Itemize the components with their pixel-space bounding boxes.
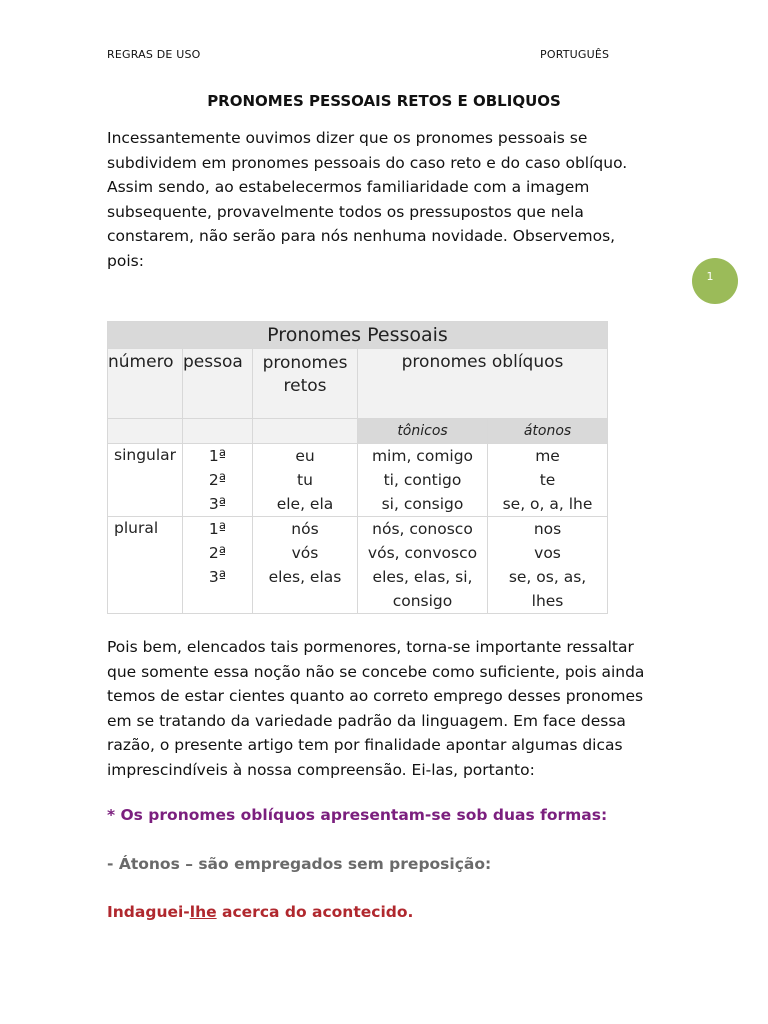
row-plural-label: plural bbox=[108, 517, 183, 614]
page-number-badge bbox=[692, 258, 738, 304]
empty-cell bbox=[183, 419, 253, 444]
header-right: PORTUGUÊS bbox=[540, 48, 610, 61]
col-numero: número bbox=[108, 349, 183, 419]
header-left: REGRAS DE USO bbox=[107, 48, 201, 61]
atonos-line: - Átonos – são empregados sem preposição: bbox=[107, 855, 492, 873]
page-title: PRONOMES PESSOAIS RETOS E OBLIQUOS bbox=[207, 92, 561, 110]
row-singular-tonicos: mim, comigo ti, contigo si, consigo bbox=[358, 444, 488, 517]
empty-cell bbox=[253, 419, 358, 444]
empty-cell bbox=[108, 419, 183, 444]
row-singular-retos: eu tu ele, ela bbox=[253, 444, 358, 517]
sub-atonos: átonos bbox=[488, 419, 608, 444]
table-title: Pronomes Pessoais bbox=[108, 322, 608, 349]
pronouns-table bbox=[107, 321, 608, 614]
row-plural-retos: nós vós eles, elas bbox=[253, 517, 358, 614]
col-retos: pronomes retos bbox=[253, 349, 358, 419]
intro-paragraph: Incessantemente ouvimos dizer que os pronomes pessoais se subdividem em pronomes pessoais do caso reto e do caso oblíquo. Assim sendo, ao estabelecermos familiaridade com a imagem subsequente, provavelmente todos os pressupostos que nela constarem, não serão para nós nenhuma novidade. Observemos, pois: bbox=[107, 129, 628, 270]
row-singular-pessoa: 1ª 2ª 3ª bbox=[183, 444, 253, 517]
example-before: Indaguei- bbox=[107, 903, 190, 921]
row-singular-atonos: me te se, o, a, lhe bbox=[488, 444, 608, 517]
col-obliquos: pronomes oblíquos bbox=[358, 349, 608, 419]
second-paragraph: Pois bem, elencados tais pormenores, torna-se importante ressaltar que somente essa noção não se concebe como suficiente, pois ainda temos de estar cientes quanto ao correto emprego desses pronomes em se tratando da variedade padrão da linguagem. Em face dessa razão, o presente artigo tem por finalidade apontar algumas dicas imprescindíveis à nossa compreensão. Ei-las, portanto: bbox=[107, 638, 645, 779]
row-plural-pessoa: 1ª 2ª 3ª bbox=[183, 517, 253, 614]
example-after: acerca do acontecido. bbox=[216, 903, 414, 921]
row-singular-label: singular bbox=[108, 444, 183, 517]
example-underlined: lhe bbox=[189, 903, 217, 921]
row-plural-tonicos: nós, conosco vós, convosco eles, elas, si, consigo bbox=[358, 517, 488, 614]
col-pessoa: pessoa bbox=[183, 349, 253, 419]
sub-tonicos: tônicos bbox=[358, 419, 488, 444]
row-plural-atonos: nos vos se, os, as, lhes bbox=[488, 517, 608, 614]
page-number: 1 bbox=[706, 269, 714, 283]
bullet-heading: * Os pronomes oblíquos apresentam-se sob duas formas: bbox=[107, 806, 608, 824]
example-sentence bbox=[107, 903, 413, 921]
